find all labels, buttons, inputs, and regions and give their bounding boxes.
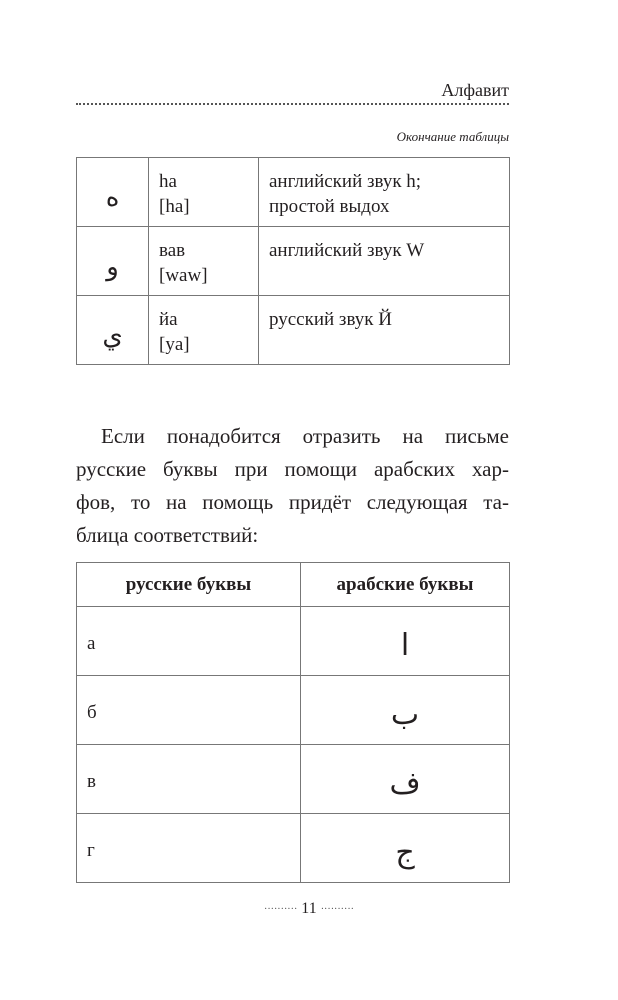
arabic-letter: ب bbox=[301, 676, 510, 745]
table-row bbox=[77, 676, 510, 745]
alphabet-table bbox=[76, 157, 510, 365]
table-row bbox=[77, 227, 510, 296]
table-row bbox=[77, 607, 510, 676]
body-paragraph bbox=[76, 420, 509, 552]
page-number-footer bbox=[0, 900, 618, 918]
table-row bbox=[77, 745, 510, 814]
arabic-letter: ي bbox=[77, 296, 149, 365]
russian-letter: в bbox=[77, 745, 301, 814]
paragraph-line: блица соответствий: bbox=[76, 523, 259, 547]
arabic-letter: ف bbox=[301, 745, 510, 814]
letter-description bbox=[259, 227, 510, 296]
continuation-label: Окончание таблицы bbox=[396, 129, 509, 144]
column-header-russian: русские буквы bbox=[77, 563, 301, 607]
paragraph-line: Если понадобится отразить на письме bbox=[101, 424, 509, 448]
letter-description bbox=[259, 296, 510, 365]
description-line: английский звук W bbox=[269, 240, 425, 261]
column-header-arabic: арабские буквы bbox=[301, 563, 510, 607]
transcription-text: [ya] bbox=[159, 334, 190, 355]
russian-letter: б bbox=[77, 676, 301, 745]
table-row bbox=[77, 296, 510, 365]
arabic-letter: و bbox=[77, 227, 149, 296]
header-divider bbox=[76, 103, 509, 105]
letter-name bbox=[149, 158, 259, 227]
footer-dots-right: ·········· bbox=[320, 903, 355, 915]
transcription-text: [ha] bbox=[159, 196, 190, 217]
table-header-row bbox=[77, 563, 510, 607]
description-line: английский звук h; bbox=[269, 171, 422, 192]
arabic-letter: ا bbox=[301, 607, 510, 676]
name-text: ha bbox=[159, 171, 177, 192]
correspondence-table bbox=[76, 562, 510, 883]
russian-letter: а bbox=[77, 607, 301, 676]
table-row bbox=[77, 158, 510, 227]
paragraph-line: фов, то на помощь придёт следующая та- bbox=[76, 490, 509, 514]
running-title: Алфавит bbox=[441, 80, 509, 100]
description-line: простой выдох bbox=[269, 196, 390, 217]
table-row bbox=[77, 814, 510, 883]
paragraph-line: русские буквы при помощи арабских хар- bbox=[76, 457, 509, 481]
description-line: русский звук Й bbox=[269, 309, 392, 330]
name-text: вав bbox=[159, 240, 186, 261]
footer-dots-left: ·········· bbox=[263, 903, 298, 915]
letter-name bbox=[149, 227, 259, 296]
transcription-text: [waw] bbox=[159, 265, 208, 286]
letter-description bbox=[259, 158, 510, 227]
arabic-letter: ج bbox=[301, 814, 510, 883]
russian-letter: г bbox=[77, 814, 301, 883]
name-text: йа bbox=[159, 309, 178, 330]
arabic-letter: ه bbox=[77, 158, 149, 227]
page-number: 11 bbox=[301, 900, 317, 917]
letter-name bbox=[149, 296, 259, 365]
